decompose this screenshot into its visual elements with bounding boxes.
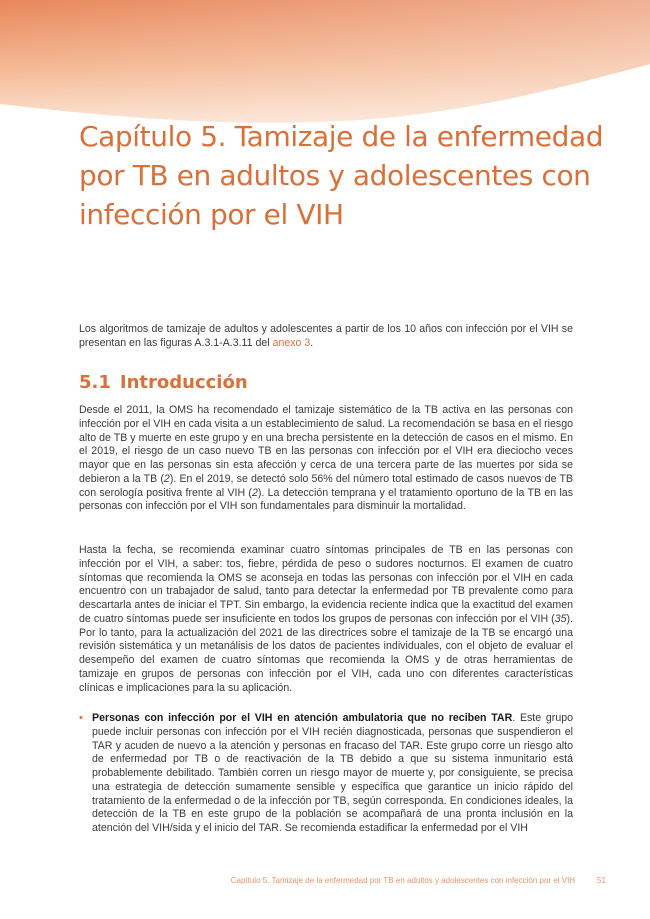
section-number: 5.1 <box>79 372 111 393</box>
page-number: 51 <box>597 876 606 885</box>
reference-citation: 2 <box>163 472 170 485</box>
section-heading <box>79 371 248 395</box>
body-paragraph-1: Desde el 2011, la OMS ha recomendado el tamizaje sistemático de la TB activa en las personas con infección por el VIH en cada visita a un establecimiento de salud. La recomendación se basa en el riesgo alto de TB y muerte en este grupo y en una brecha persistente en la detección de casos en el mismo. En el 2019, el riesgo de un caso nuevo TB en las personas con infección por el VIH era dieciocho veces mayor que en las personas sin esta afección y cerca de una tercera parte de las muertes por sida se debieron a la TB (2). En el 2019, se detectó solo 56% del número total estimado de casos nuevos de TB con serología positiva frente al VIH (2). La detección temprana y el tratamiento oportuno de la TB en las personas con infección por el VIH son fundamentales para disminuir la mortalidad. <box>79 404 574 513</box>
bullet-text: Personas con infección por el VIH en atención ambulatoria que no reciben TAR. Este grupo puede incluir personas con infección por el VIH recién diagnosticada, personas que suspendieron el TAR y acuden de nuevo a la atención y personas en fracaso del TAR. Este grupo corre un riesgo alto de enfermedad por TB o de reactivación de la TB debido a que su sistema inmunitario está probablemente debilitado. También corren un riesgo mayor de muerte y, por consiguiente, se precisa una estrategia de detección sumamente sensible y específica que garantice un inicio rápido del tratamiento de la enfermedad o de la infección por TB, según corresponda. En condiciones ideales, la detección de la TB en este grupo de la población se acompañará de una pronta inclusión en la atención del VIH/sida y el inicio del TAR. Se recomienda estadificar la enfermedad por el VIH <box>92 712 574 834</box>
annex-link[interactable]: anexo 3 <box>272 336 311 349</box>
chapter-title: Capítulo 5. Tamizaje de la enfermedad por TB en adultos y adolescentes con infección por el VIH <box>79 120 604 231</box>
intro-paragraph: Los algoritmos de tamizaje de adultos y adolescentes a partir de los 10 años con infección por el VIH se presentan en las figuras A.3.1-A.3.11 del anexo 3. <box>79 323 573 349</box>
bullet-bold-lead: Personas con infección por el VIH en atención ambulatoria que no reciben TAR <box>92 712 513 724</box>
page-footer <box>231 876 606 885</box>
reference-citation: 35 <box>554 612 567 625</box>
header-decorative-wave <box>0 0 650 130</box>
bullet-marker: • <box>79 712 83 724</box>
body-paragraph-2: Hasta la fecha, se recomienda examinar cuatro síntomas principales de TB en las personas con infección por el VIH, a saber: tos, fiebre, pérdida de peso o sudores nocturnos. El examen de cuatro síntomas que recomienda la OMS se aconseja en todas las personas con infección por el VIH en cada encuentro con un trabajador de salud, tanto para detectar la enfermedad por TB prevalente como para descartarla antes de iniciar el TPT. Sin embargo, la evidencia reciente indica que la exactitud del examen de cuatro síntomas puede ser insuficiente en todos los grupos de personas con infección por el VIH (35). Por lo tanto, para la actualización del 2021 de las directrices sobre el tamizaje de la TB se encargó una revisión sistemática y un metanálisis de los datos de pacientes individuales, con el objeto de evaluar el desempeño del examen de cuatro síntomas que recomienda la OMS y de otras herramientas de tamizaje en grupos de personas con infección por el VIH, cada uno con diferentes características clínicas e implicaciones para la su aplicación. <box>79 544 573 694</box>
footer-running-title: Capítulo 5. Tamizaje de la enfermedad por TB en adultos y adolescentes con infección por el VIH <box>230 876 576 885</box>
section-title-text: Introducción <box>119 372 248 393</box>
reference-citation: 2 <box>251 486 258 499</box>
